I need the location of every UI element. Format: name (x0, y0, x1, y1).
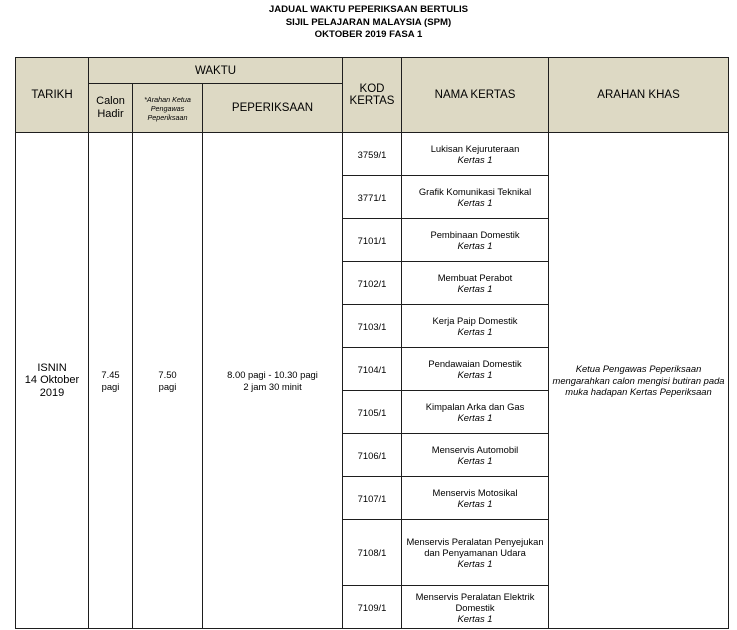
timetable-body (16, 133, 729, 629)
paper-code: 7103/1 (343, 305, 402, 348)
paper-name: Menservis Peralatan Penyejukan dan Penyamanan Udara (406, 536, 544, 558)
paper-number: Kertas 1 (457, 612, 493, 624)
paper-code: 7102/1 (343, 262, 402, 305)
header-calon-line2: Hadir (97, 108, 124, 120)
paper-code: 7105/1 (343, 391, 402, 434)
exam-time-range: 8.00 pagi - 10.30 pagi (227, 369, 318, 380)
paper-name-cell (402, 219, 549, 262)
paper-name-cell (402, 391, 549, 434)
header-kod-line2: KERTAS (349, 95, 395, 107)
paper-name: Menservis Automobil (431, 444, 519, 455)
paper-number: Kertas 1 (457, 154, 493, 165)
header-tarikh: TARIKH (16, 58, 89, 133)
paper-code: 7108/1 (343, 520, 402, 586)
header-peperiksaan: PEPERIKSAAN (203, 84, 343, 133)
title-line-1: JADUAL WAKTU PEPERIKSAAN BERTULIS (268, 4, 469, 15)
session-date-text: 14 Oktober (24, 374, 80, 387)
paper-name-cell (402, 262, 549, 305)
paper-name: Menservis Motosikal (432, 487, 518, 498)
paper-code: 3771/1 (343, 176, 402, 219)
paper-number: Kertas 1 (457, 240, 493, 251)
calon-time-unit: pagi (101, 380, 120, 392)
arahan-ketua-time (133, 133, 203, 629)
calon-time-value: 7.45 (101, 369, 120, 380)
title-line-3: OKTOBER 2019 FASA 1 (314, 29, 423, 40)
paper-code: 7104/1 (343, 348, 402, 391)
header-nama-kertas: NAMA KERTAS (402, 58, 549, 133)
paper-name-cell (402, 520, 549, 586)
exam-duration: 2 jam 30 minit (243, 380, 302, 392)
paper-number: Kertas 1 (457, 455, 493, 466)
session-date (16, 133, 89, 629)
paper-name-cell (402, 176, 549, 219)
paper-name: Lukisan Kejuruteraan (430, 143, 520, 154)
paper-number: Kertas 1 (457, 369, 493, 380)
paper-name-cell (402, 434, 549, 477)
header-kod-line1: KOD (359, 83, 385, 95)
arahan-time-unit: pagi (158, 380, 177, 392)
paper-name-cell (402, 305, 549, 348)
paper-name-cell (402, 348, 549, 391)
paper-code: 7107/1 (343, 477, 402, 520)
header-kod-kertas (343, 58, 402, 133)
paper-code: 7106/1 (343, 434, 402, 477)
special-instruction: Ketua Pengawas Peperiksaan mengarahkan calon mengisi butiran pada muka hadapan Kertas Peperiksaan (549, 133, 729, 629)
exam-timetable (15, 57, 729, 629)
paper-name-cell (402, 586, 549, 629)
paper-name: Kimpalan Arka dan Gas (425, 401, 525, 412)
session-year: 2019 (39, 386, 65, 399)
header-waktu: WAKTU (89, 58, 343, 84)
calon-hadir-time (89, 133, 133, 629)
paper-number: Kertas 1 (457, 283, 493, 294)
paper-number: Kertas 1 (457, 326, 493, 337)
paper-name: Kerja Paip Domestik (432, 315, 518, 326)
session-day: ISNIN (37, 361, 67, 374)
paper-code: 3759/1 (343, 133, 402, 176)
paper-name: Menservis Peralatan Elektrik Domestik (415, 590, 535, 613)
paper-name: Grafik Komunikasi Teknikal (418, 186, 532, 197)
paper-code: 7109/1 (343, 586, 402, 629)
paper-name-cell (402, 133, 549, 176)
paper-number: Kertas 1 (457, 197, 493, 208)
document-title-block (0, 4, 737, 42)
paper-number: Kertas 1 (457, 412, 493, 423)
paper-number: Kertas 1 (457, 498, 493, 509)
paper-name: Pendawaian Domestik (428, 358, 522, 369)
header-arahan-khas: ARAHAN KHAS (549, 58, 729, 133)
header-arahan-ketua: *Arahan Ketua Pengawas Peperiksaan (133, 84, 203, 133)
arahan-time-value: 7.50 (158, 369, 177, 380)
paper-number: Kertas 1 (457, 558, 493, 569)
paper-code: 7101/1 (343, 219, 402, 262)
paper-name-cell (402, 477, 549, 520)
title-line-2: SIJIL PELAJARAN MALAYSIA (SPM) (285, 16, 452, 28)
header-calon-line1: Calon (96, 95, 125, 107)
exam-time (203, 133, 343, 629)
paper-name: Pembinaan Domestik (430, 229, 520, 240)
header-calon-hadir (89, 84, 133, 133)
table-row (16, 133, 729, 176)
paper-name: Membuat Perabot (437, 272, 513, 283)
